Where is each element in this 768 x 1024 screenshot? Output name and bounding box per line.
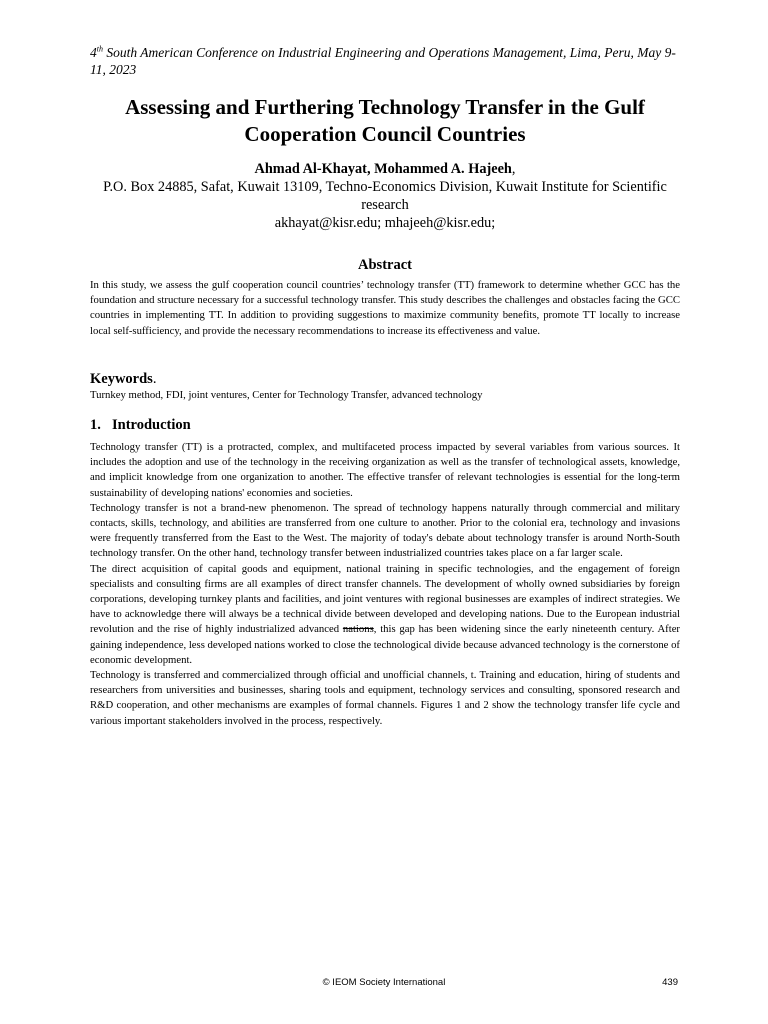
paper-title: Assessing and Furthering Technology Transfer in the Gulf Cooperation Council Countries bbox=[125, 95, 645, 146]
intro-paragraph-3-start: The direct acquisition of capital goods and equipment, national training in specific technologies, and the engagement of foreign specialists and consulting firms are all examples of direct transfer channels. The development of wholly owned subsidiaries by foreign corporations, developing turnkey plants and facilities, and joint ventures with regional businesses are examples of indirect strategies. We have to acknowledge there will always be a technical divide between developed and developing nations. Due to the European industrial revolution and the rise of highly industrialized advanced bbox=[90, 562, 680, 636]
conference-text: South American Conference on Industrial Engineering and Operations Management, Lima, Peru, May 9-11, 2023 bbox=[90, 45, 676, 77]
footer-copyright: © IEOM Society International bbox=[322, 977, 446, 988]
conference-ordinal: 4 bbox=[90, 45, 97, 60]
author-emails: akhayat@kisr.edu; mhajeeh@kisr.edu; bbox=[274, 215, 496, 231]
conference-header bbox=[90, 44, 690, 78]
keywords-text: Turnkey method, FDI, joint ventures, Center for Technology Transfer, advanced technology bbox=[90, 389, 483, 401]
introduction-number: 1. bbox=[90, 417, 101, 433]
conference-ordinal-suffix: th bbox=[96, 44, 103, 54]
author-affiliation: P.O. Box 24885, Safat, Kuwait 13109, Techno-Economics Division, Kuwait Institute for Scientific research bbox=[103, 179, 667, 213]
footer-page-number: 439 bbox=[662, 977, 678, 988]
keywords-heading-label: Keywords bbox=[90, 371, 153, 387]
keywords-heading bbox=[90, 370, 680, 388]
author-names: Ahmad Al-Khayat, Mohammed A. Hajeeh bbox=[254, 161, 512, 177]
intro-paragraph-1: Technology transfer (TT) is a protracted, complex, and multifaceted process impacted by several variables from various sources. It includes the adoption and use of the technology in the receiving organization as well as the transfer of technological assets, knowledge, and implicit knowledge from one organization to another. The effective transfer of relevant technologies is essential for the long-term sustainability of developing nations' economies and societies. bbox=[90, 441, 680, 499]
introduction-title: Introduction bbox=[112, 417, 191, 433]
author-names-trailing: , bbox=[511, 161, 516, 177]
keywords-heading-suffix: . bbox=[152, 371, 157, 387]
abstract-text: In this study, we assess the gulf cooperation council countries’ technology transfer (TT) framework to determine whether GCC has the foundation and structure necessary for a successful technology transfer. This study describes the challenges and obstacles facing the GCC countries in implementing TT. In addition to providing suggestions to maximize community benefits, promote TT locally to increase local self-sufficiency, and provide the necessary recommendations to increase its effectiveness and value. bbox=[90, 279, 680, 337]
intro-paragraph-2: Technology transfer is not a brand-new phenomenon. The spread of technology happens naturally through commercial and military contacts, skills, technology, and abilities are transferred from one culture to another. Prior to the colonial era, technology and invasions were frequently transferred from the East to the West. The majority of today's debate about technology transfer is around North-South technology transfer. On the other hand, technology transfer between industrialized countries takes place on a far larger scale. bbox=[90, 501, 680, 560]
introduction-body bbox=[90, 440, 680, 729]
author-block bbox=[90, 160, 680, 232]
intro-paragraph-3 bbox=[90, 562, 680, 668]
introduction-heading bbox=[90, 416, 680, 434]
abstract-heading: Abstract bbox=[358, 257, 412, 273]
intro-paragraph-4: Technology is transferred and commercialized through official and unofficial channels, t. Training and education, hiring of students and researchers from universities and businesses, sharing tools and equipment, technology services and consulting, sponsored research and R&D cooperation, and other mechanisms are examples of formal channels. Figures 1 and 2 show the technology transfer life cycle and various important stakeholders involved in the process, respectively. bbox=[90, 669, 680, 727]
intro-paragraph-3-end: , this gap has been widening since the early nineteenth century. After gaining independence, less developed nations worked to close the technological divide because advanced technology is the cornerstone of economic development. bbox=[90, 623, 680, 666]
struck-word: nations bbox=[342, 623, 374, 636]
